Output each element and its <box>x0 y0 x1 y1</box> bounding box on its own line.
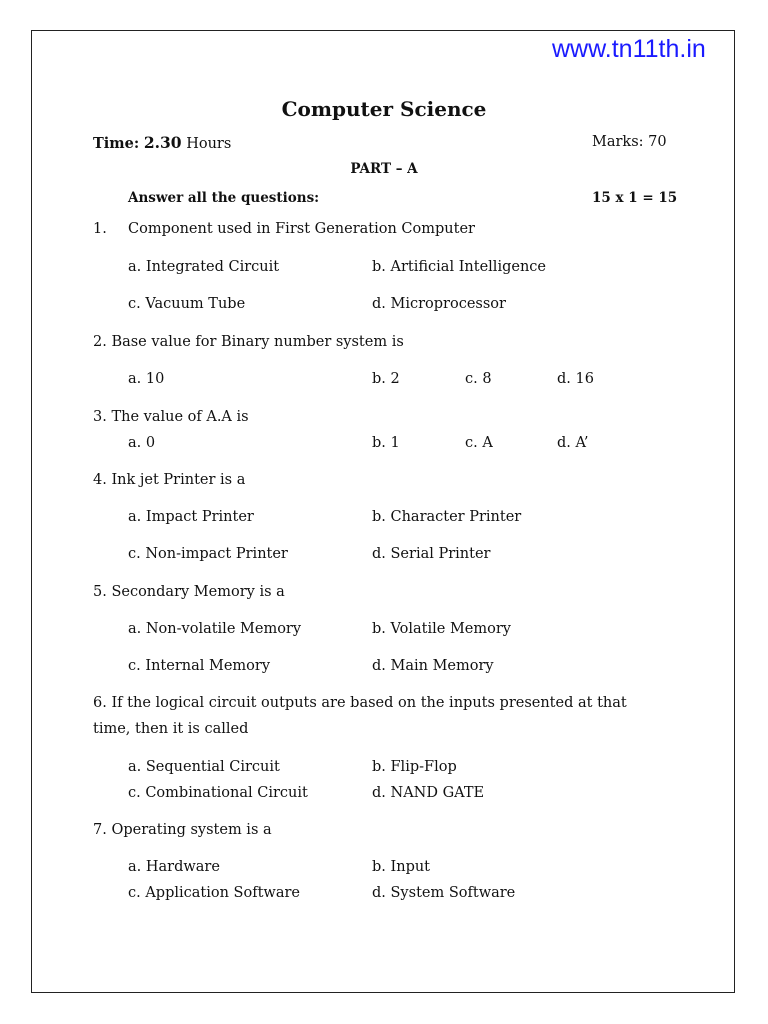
instruction: Answer all the questions: <box>128 190 320 206</box>
q1-option-a: a. Integrated Circuit <box>128 259 280 275</box>
q1-option-d: d. Microprocessor <box>372 296 506 312</box>
q2-option-b: b. 2 <box>372 371 400 387</box>
q4-option-b: b. Character Printer <box>372 509 522 525</box>
question-6-text-line-2: time, then it is called <box>93 721 249 737</box>
q5-option-c: c. Internal Memory <box>128 658 271 674</box>
q6-option-b: b. Flip-Flop <box>372 759 457 775</box>
q3-option-c: c. A <box>465 435 493 451</box>
website-link[interactable]: www.tn11th.in <box>552 35 706 63</box>
question-3-text: 3. The value of A.A is <box>93 409 249 425</box>
q1-option-b: b. Artificial Intelligence <box>372 259 546 275</box>
q3-option-a: a. 0 <box>128 435 156 451</box>
q7-option-d: d. System Software <box>372 885 516 901</box>
question-6-text-line-1: 6. If the logical circuit outputs are based on the inputs presented at that <box>93 695 627 711</box>
marks-scheme: 15 x 1 = 15 <box>592 190 678 206</box>
q2-option-d: d. 16 <box>557 371 594 387</box>
q4-option-a: a. Impact Printer <box>128 509 254 525</box>
question-1-text: Component used in First Generation Computer <box>128 221 475 237</box>
q6-option-d: d. NAND GATE <box>372 785 485 801</box>
q1-option-c: c. Vacuum Tube <box>128 296 246 312</box>
q7-option-a: a. Hardware <box>128 859 220 875</box>
q2-option-c: c. 8 <box>465 371 492 387</box>
question-1-number: 1. <box>93 221 107 237</box>
q2-option-a: a. 10 <box>128 371 165 387</box>
q4-option-d: d. Serial Printer <box>372 546 491 562</box>
q5-option-d: d. Main Memory <box>372 658 494 674</box>
question-5-text: 5. Secondary Memory is a <box>93 584 285 600</box>
question-2-text: 2. Base value for Binary number system is <box>93 334 404 350</box>
time-info <box>93 135 231 152</box>
q5-option-b: b. Volatile Memory <box>372 621 511 637</box>
exam-title: Computer Science <box>281 97 487 121</box>
q6-option-a: a. Sequential Circuit <box>128 759 280 775</box>
part-heading: PART – A <box>350 161 418 177</box>
q3-option-d: d. A’ <box>557 435 589 451</box>
q7-option-b: b. Input <box>372 859 431 875</box>
time-value: 2.30 <box>143 133 182 152</box>
q5-option-a: a. Non-volatile Memory <box>128 621 302 637</box>
question-4-text: 4. Ink jet Printer is a <box>93 472 246 488</box>
q3-option-b: b. 1 <box>372 435 400 451</box>
q4-option-c: c. Non-impact Printer <box>128 546 288 562</box>
q6-option-c: c. Combinational Circuit <box>128 785 308 801</box>
q7-option-c: c. Application Software <box>128 885 300 901</box>
time-unit: Hours <box>186 136 232 152</box>
marks: Marks: 70 <box>592 134 667 150</box>
question-7-text: 7. Operating system is a <box>93 822 272 838</box>
time-label: Time: <box>93 135 140 152</box>
